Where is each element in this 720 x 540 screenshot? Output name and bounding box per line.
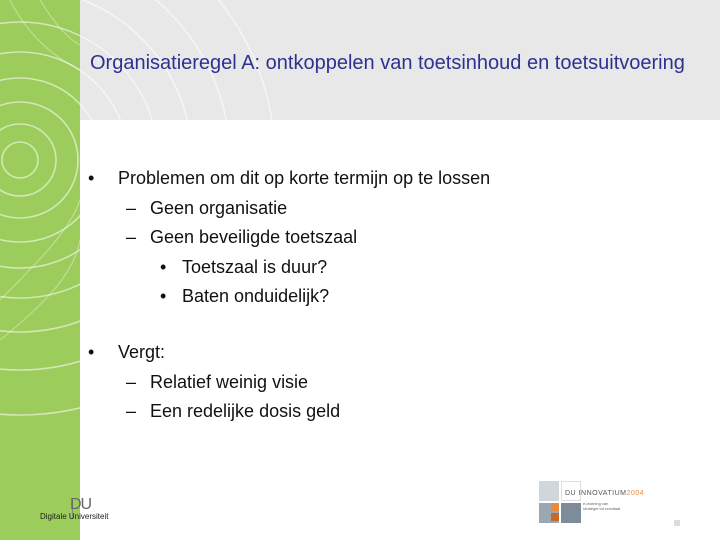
slide-title: Organisatieregel A: ontkoppelen van toetsinhoud en toetsuitvoering	[90, 52, 685, 74]
innovatium-name: INNOVATIUM	[578, 490, 627, 497]
sub-sub-bullet-item	[88, 253, 698, 283]
sub-bullet-item	[88, 368, 698, 398]
bullet-marker: •	[88, 168, 95, 188]
innovatium-year: 2004	[626, 490, 645, 497]
innovatium-wordmark	[565, 490, 644, 497]
bullet-marker: •	[160, 286, 167, 307]
logo-square	[551, 503, 559, 511]
dash-marker: –	[126, 227, 137, 248]
bullet-text: Baten onduidelijk?	[182, 286, 330, 307]
innovatium-tagline: e-learning van strategie tot resultaat	[583, 501, 621, 511]
left-green-bar	[0, 0, 80, 540]
du-logo-caption: Digitale Universiteit	[40, 512, 109, 521]
slide-body	[88, 164, 698, 427]
bullet-text: Een redelijke dosis geld	[150, 401, 341, 422]
spacer	[88, 312, 698, 338]
digitale-universiteit-logo	[40, 496, 120, 532]
bullet-item	[88, 338, 698, 368]
innovatium-prefix: DU	[565, 490, 577, 497]
dash-marker: –	[126, 371, 137, 392]
bullet-text: Toetszaal is duur?	[182, 256, 328, 277]
bullet-text: Geen organisatie	[150, 197, 288, 218]
sub-bullet-item	[88, 397, 698, 427]
sub-bullet-item	[88, 223, 698, 253]
bullet-text: Geen beveiligde toetszaal	[150, 227, 358, 248]
bullet-text: Relatief weinig visie	[150, 371, 309, 392]
bullet-item	[88, 164, 698, 194]
logo-square	[551, 513, 559, 521]
bullet-marker: •	[160, 256, 167, 277]
dash-marker: –	[126, 401, 137, 422]
bullet-marker: •	[88, 341, 95, 362]
logo-square	[561, 503, 581, 523]
du-innovatium-logo	[539, 481, 689, 531]
du-logo-mark: DU	[70, 496, 92, 513]
bullet-text: Vergt:	[118, 341, 166, 362]
sub-sub-bullet-item	[88, 282, 698, 312]
sub-bullet-item	[88, 194, 698, 224]
bullet-text: Problemen om dit op korte termijn op te lossen	[118, 168, 491, 188]
dash-marker: –	[126, 197, 137, 218]
corner-mark	[674, 520, 680, 526]
logo-square	[539, 481, 559, 501]
